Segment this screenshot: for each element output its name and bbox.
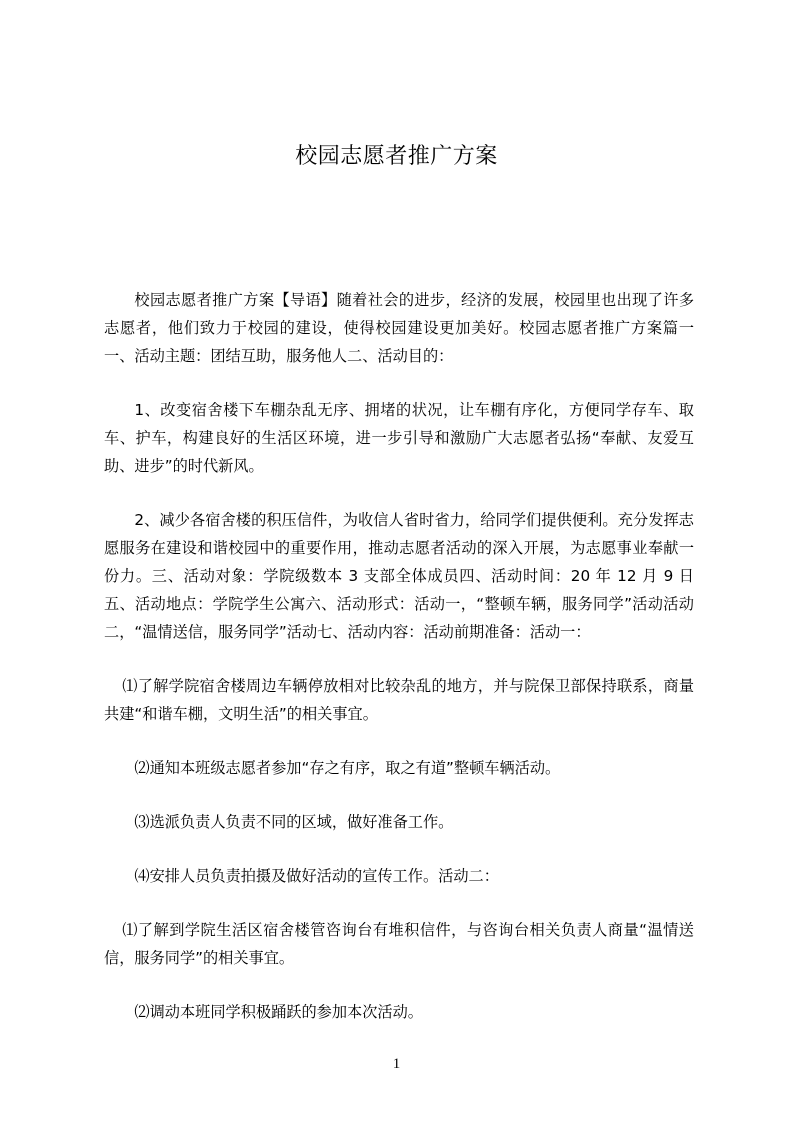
paragraph-intro: 校园志愿者推广方案【导语】随着社会的进步，经济的发展，校园里也出现了许多志愿者，他们致力于校园的建设，使得校园建设更加美好。校园志愿者推广方案篇一一、活动主题：团结互助，服务他人二、活动目的： [104,291,694,365]
paragraph-gap [104,728,694,754]
paragraph-activity1-step4: ⑷安排人员负责拍摄及做好活动的宣传工作。活动二： [134,867,499,885]
paragraph-gap [104,370,694,396]
page-number: 1 [392,1056,401,1072]
paragraph-goal-1: 1、改变宿舍楼下车棚杂乱无序、拥堵的状况，让车棚有序化，方便同学存车、取车、护车，构建良好的生活区环境，进一步引导和激励广大志愿者弘扬“奉献、友爱互助、进步”的时代新风。 [104,401,694,475]
paragraph-gap [104,646,694,672]
paragraph-activity1-step3: ⑶选派负责人负责不同的区域，做好准备工作。 [134,813,454,831]
paragraph-goal-2: 2、减少各宿舍楼的积压信件，为收信人省时省力，给同学们提供便利。充分发挥志愿服务在建设和谐校园中的重要作用，推动志愿者活动的深入开展，为志愿事业奉献一份力。三、活动对象：学院级数本 3 支部全体成员四、活动时间：20 年 12 月 9 日五、活动地点：学院学生公寓六、活动形式：活动一，“整顿车辆，服务同学”活动活动二，“温情送信，服务同学”活动七、活动内容：活动前期准备：活动一： [104,511,694,641]
paragraph-activity2-step2: ⑵调动本班同学积极踊跃的参加本次活动。 [134,1003,423,1021]
paragraph-gap [104,890,694,916]
document-title: 校园志愿者推广方案 [295,144,498,169]
paragraph-gap [104,836,694,862]
paragraph-gap [104,972,694,998]
paragraph-activity1-step1: ⑴了解学院宿舍楼周边车辆停放相对比较杂乱的地方，并与院保卫部保持联系，商量共建“和谐车棚，文明生活”的相关事宜。 [104,677,694,723]
paragraph-activity2-step1: ⑴了解到学院生活区宿舍楼管咨询台有堆积信件，与咨询台相关负责人商量“温情送信，服务同学”的相关事宜。 [104,921,694,967]
paragraph-activity1-step2: ⑵通知本班级志愿者参加“存之有序，取之有道”整顿车辆活动。 [134,759,561,777]
paragraph-gap [104,782,694,808]
document-body [104,286,694,1026]
paragraph-gap [104,480,694,506]
